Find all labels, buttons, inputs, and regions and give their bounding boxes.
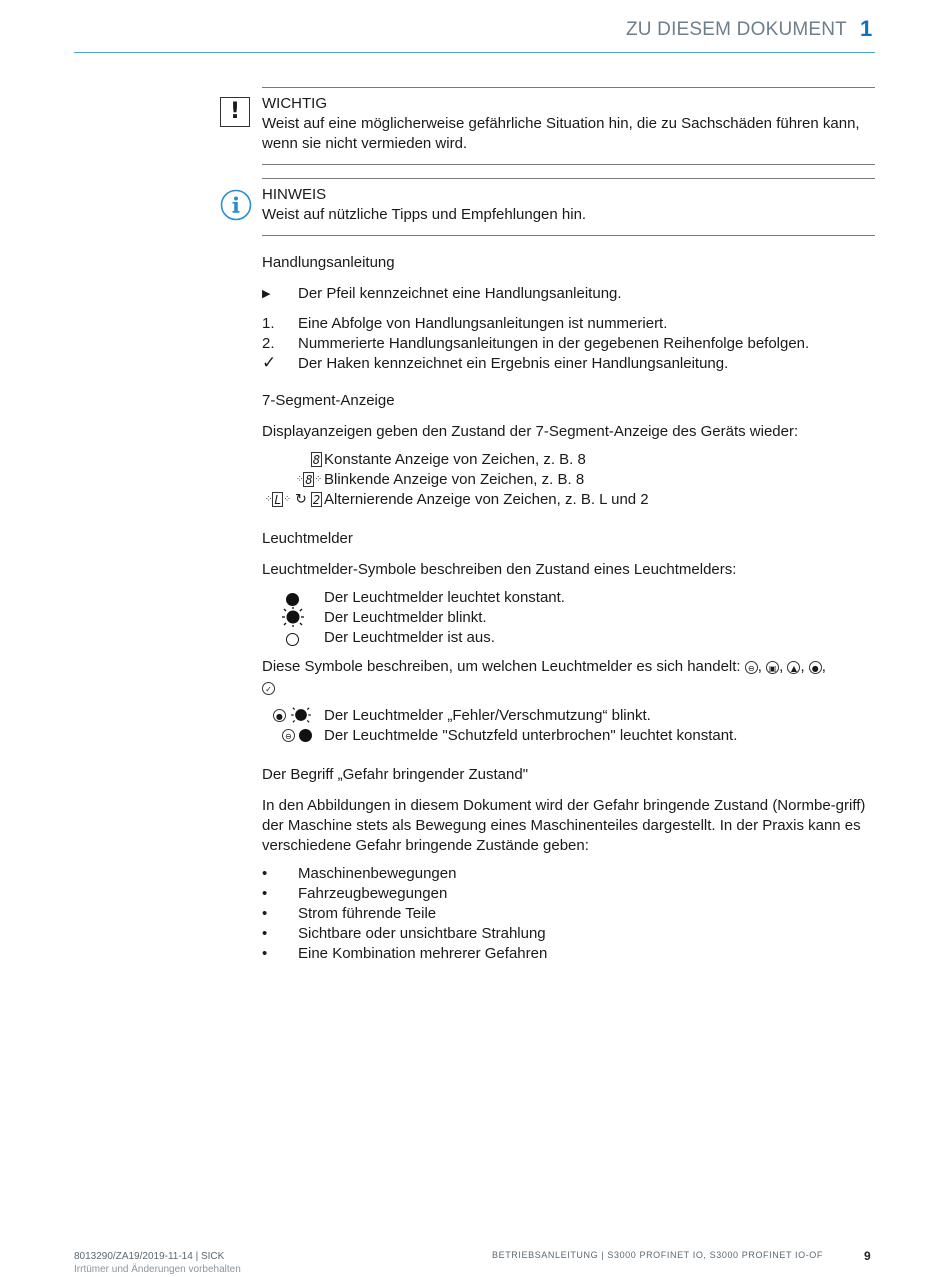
list-item: Strom führende Teile bbox=[298, 905, 437, 922]
document-id: 8013290/ZA19/2019-11-14 | SICK bbox=[74, 1251, 225, 1262]
segment-constant-icon: 8 bbox=[312, 452, 321, 467]
wichtig-label: WICHTIG bbox=[262, 95, 327, 112]
hinweis-label: HINWEIS bbox=[262, 186, 327, 203]
hinweis-bottom-rule bbox=[262, 235, 875, 236]
list-item: Der Leuchtmelder blinkt. bbox=[324, 609, 487, 626]
wichtig-top-rule bbox=[262, 87, 875, 88]
led-off-icon bbox=[286, 630, 299, 647]
page-number: 9 bbox=[864, 1249, 871, 1263]
bullet: • bbox=[262, 945, 268, 962]
manual-title: BETRIEBSANLEITUNG | S3000 PROFINET IO, S3000 PROFINET IO-OF bbox=[492, 1250, 823, 1260]
hinweis-text: Weist auf nützliche Tipps und Empfehlungen hin. bbox=[262, 206, 587, 223]
list-item: Eine Kombination mehrerer Gefahren bbox=[298, 945, 548, 962]
list-item: Blinkende Anzeige von Zeichen, z. B. 8 bbox=[324, 471, 585, 488]
list-item: Maschinenbewegungen bbox=[298, 865, 457, 882]
gefahr-intro: In den Abbildungen in diesem Dokument wird der Gefahr bringende Zustand (Normbe-griff) der Maschine stets als Bewegung eines Maschinenteiles dargestellt. In der Praxis kann es verschiedene Gefahr bringende Zustände geben: bbox=[262, 797, 866, 854]
led-on-icon bbox=[286, 590, 299, 607]
bullet: • bbox=[262, 885, 268, 902]
segment-blink-icon: ⁘ 8 ⁘ bbox=[295, 472, 322, 487]
list-item: Konstante Anzeige von Zeichen, z. B. 8 bbox=[324, 451, 586, 468]
section-heading-handlung: Handlungsanleitung bbox=[262, 254, 395, 271]
info-icon bbox=[220, 189, 252, 221]
list-item: Der Haken kennzeichnet ein Ergebnis einer Handlungsanleitung. bbox=[298, 355, 729, 372]
leucht-intro: Leuchtmelder-Symbole beschreiben den Zustand eines Leuchtmelders: bbox=[262, 561, 737, 578]
hinweis-top-rule bbox=[262, 178, 875, 179]
step-marker: 2. bbox=[262, 335, 275, 352]
list-item: Der Leuchtmelder „Fehler/Verschmutzung“ blinkt. bbox=[324, 707, 651, 724]
footer-left bbox=[74, 1250, 241, 1276]
symbols-intro-text: Diese Symbole beschreiben, um welchen Leuchtmelder es sich handelt: bbox=[262, 658, 741, 675]
wichtig-text: Weist auf eine möglicherweise gefährliche Situation hin, die zu Sachschäden führen kann, wenn sie nicht vermieden wird. bbox=[262, 115, 860, 152]
chapter-number: 1 bbox=[860, 16, 873, 41]
step-marker: 1. bbox=[262, 315, 275, 332]
segment-alternate-icon: ⁘ L ⁘ ↻ 2 bbox=[264, 490, 321, 507]
arrow-marker: ▶ bbox=[262, 288, 271, 300]
exclamation-icon: ! bbox=[220, 97, 250, 127]
warning-triangle-icon: ▲ bbox=[787, 661, 800, 674]
list-item: Der Pfeil kennzeichnet eine Handlungsanleitung. bbox=[298, 285, 622, 302]
restart-interlock-icon: ▣ bbox=[766, 661, 779, 674]
led-blink-icon bbox=[281, 607, 305, 627]
disclaimer: Irrtümer und Änderungen vorbehalten bbox=[74, 1264, 241, 1275]
wichtig-bottom-rule bbox=[262, 164, 875, 165]
section-heading-segment: 7-Segment-Anzeige bbox=[262, 392, 395, 409]
list-item: Der Leuchtmelder leuchtet konstant. bbox=[324, 589, 565, 606]
section-heading-gefahr: Der Begriff „Gefahr bringender Zustand" bbox=[262, 766, 529, 783]
check-marker: ✓ bbox=[262, 353, 277, 372]
error-contamination-icon: ● bbox=[809, 661, 822, 674]
header-divider bbox=[74, 52, 875, 53]
section-heading-leucht: Leuchtmelder bbox=[262, 530, 353, 547]
list-item: Sichtbare oder unsichtbare Strahlung bbox=[298, 925, 546, 942]
list-item: Alternierende Anzeige von Zeichen, z. B. L und 2 bbox=[324, 491, 649, 508]
list-item: Der Leuchtmelder ist aus. bbox=[324, 629, 495, 646]
list-item: Nummerierte Handlungsanleitungen in der gegebenen Reihenfolge befolgen. bbox=[298, 335, 810, 352]
list-item: Eine Abfolge von Handlungsanleitungen ist nummeriert. bbox=[298, 315, 668, 332]
list-item: Fahrzeugbewegungen bbox=[298, 885, 448, 902]
bullet: • bbox=[262, 925, 268, 942]
ossd-on-icon: ✓ bbox=[262, 679, 275, 696]
bullet: • bbox=[262, 905, 268, 922]
list-item: Der Leuchtmelde "Schutzfeld unterbrochen" leuchtet konstant. bbox=[324, 727, 738, 744]
bullet: • bbox=[262, 865, 268, 882]
protective-field-icon: ⊖ bbox=[745, 661, 758, 674]
symbols-intro-line: Diese Symbole beschreiben, um welchen Leuchtmelder es sich handelt: ⊖ , ▣ , ▲ , ● , bbox=[262, 658, 826, 675]
chapter-title: ZU DIESEM DOKUMENT bbox=[625, 19, 847, 40]
segment-intro: Displayanzeigen geben den Zustand der 7-Segment-Anzeige des Geräts wieder: bbox=[262, 423, 799, 440]
field-interrupted-symbol: ⊖ bbox=[260, 726, 312, 746]
error-blink-symbol: ● bbox=[260, 706, 312, 726]
